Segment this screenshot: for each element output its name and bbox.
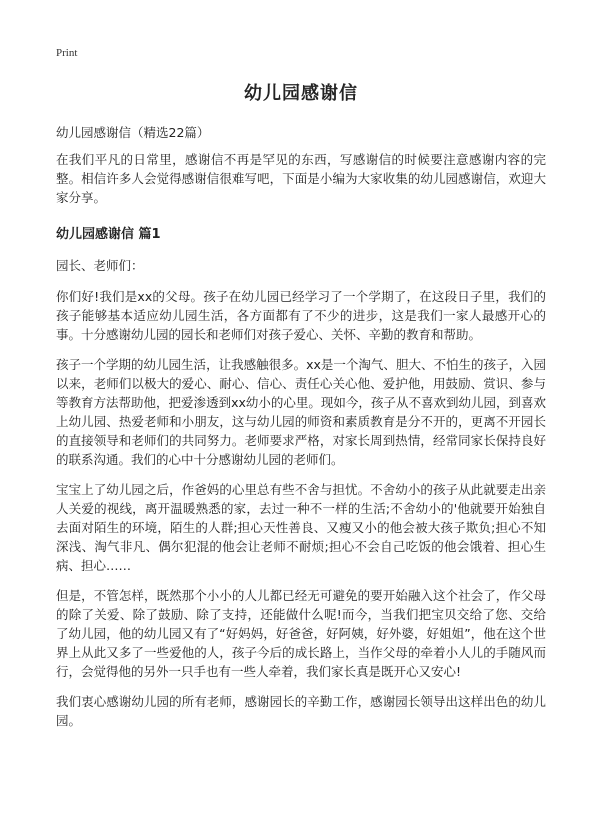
letter-paragraph-4: 但是，不管怎样，既然那个小小的人儿都已经无可避免的要开始融入这个社会了，作父母的除了关爱、除了鼓励、除了支持，还能做什么呢!而今，当我们把宝贝交给了您、交给了幼儿园，他的幼儿园又有了“好妈妈，好爸爸，好阿姨，好外婆，好姐姐”，他在这个世界上从此又多了一些爱他的人，孩子今后的成长路上，当作父母的牵着小人儿的手随风而行，会觉得他的另外一只手也有一些人牵着，我们家长真是既开心又安心! bbox=[56, 588, 546, 679]
letter-paragraph-5: 我们衷心感谢幼儿园的所有老师，感谢园长的辛勤工作，感谢园长领导出这样出色的幼儿园。 bbox=[56, 694, 546, 728]
intro-paragraph: 在我们平凡的日常里，感谢信不再是罕见的东西，写感谢信的时候要注意感谢内容的完整。相信许多人会觉得感谢信很难写吧，下面是小编为大家收集的幼儿园感谢信，欢迎大家分享。 bbox=[56, 152, 546, 205]
letter-salutation: 园长、老师们： bbox=[56, 258, 144, 273]
print-link[interactable]: Print bbox=[56, 47, 78, 59]
document-subtitle: 幼儿园感谢信（精选22篇） bbox=[56, 125, 210, 140]
section-heading: 幼儿园感谢信 篇1 bbox=[56, 227, 161, 242]
page-title: 幼儿园感谢信 bbox=[244, 83, 358, 104]
letter-paragraph-1: 你们好!我们是xx的父母。孩子在幼儿园已经学习了一个学期了，在这段日子里，我们的孩子能够基本适应幼儿园生活，各方面都有了不少的进步，这是我们一家人最感开心的事。十分感谢幼儿园的园长和老师们对孩子爱心、关怀、辛勤的教育和帮助。 bbox=[56, 289, 546, 342]
letter-paragraph-2: 孩子一个学期的幼儿园生活，让我感触很多。xx是一个淘气、胆大、不怕生的孩子，入园以来，老师们以极大的爱心、耐心、信心、责任心关心他、爱护他，用鼓励、赏识、参与等教育方法帮助他，把爱渗透到xx幼小的心里。现如今，孩子从不喜欢到幼儿园，到喜欢上幼儿园、热爱老师和小朋友，这与幼儿园的师资和素质教育是分不开的，更离不开园长的直接领导和老师们的共同努力。老师要求严格，对家长周到热情，经常同家长保持良好的联系沟通。我们的心中十分感谢幼儿园的老师们。 bbox=[56, 357, 546, 467]
document-body bbox=[56, 150, 546, 741]
letter-paragraph-3: 宝宝上了幼儿园之后，作爸妈的心里总有些不舍与担忧。不舍幼小的孩子从此就要走出亲人关爱的视线，离开温暖熟悉的家，去过一种不一样的生活;不舍幼小的'他就要开始独自去面对陌生的环境，陌生的人群;担心天性善良、又瘦又小的他会被大孩子欺负;担心不知深浅、淘气非凡、偶尔犯混的他会让老师不耐烦;担心不会自己吃饭的他会饿着、担心生病、担心…… bbox=[56, 482, 546, 573]
